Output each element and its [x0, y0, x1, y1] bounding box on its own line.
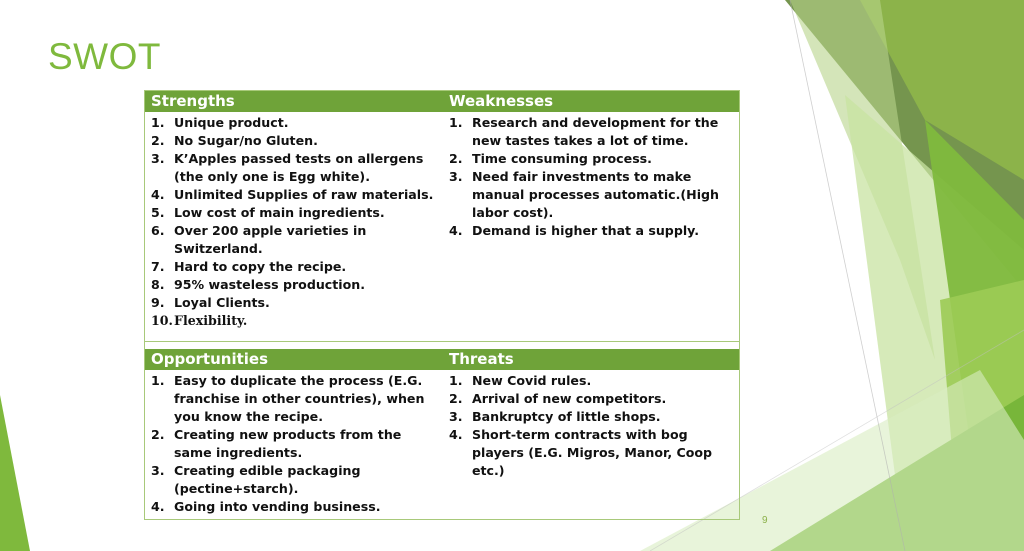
row-divider [145, 341, 739, 342]
list-item: 4. Unlimited Supplies of raw materials. [151, 187, 434, 202]
strengths-header: Strengths [145, 91, 443, 112]
list-item: 1. Research and development for the new tastes takes a lot of time. [449, 115, 719, 148]
weaknesses-list [443, 114, 739, 240]
threats-header: Threats [443, 349, 739, 370]
list-item: 3. Bankruptcy of little shops. [449, 409, 661, 424]
page-number: 9 [762, 515, 768, 526]
opportunities-cell [145, 372, 443, 518]
list-item: 3. K’Apples passed tests on allergens (the only one is Egg white). [151, 151, 424, 184]
list-item: 7. Hard to copy the recipe. [151, 259, 347, 274]
weaknesses-header: Weaknesses [443, 91, 739, 112]
strengths-cell [145, 114, 443, 338]
opportunities-list [145, 372, 443, 516]
threats-cell [443, 372, 739, 518]
list-item: 6. Over 200 apple varieties in Switzerland. [151, 223, 367, 256]
weaknesses-cell [443, 114, 739, 338]
list-item: 4. Going into vending business. [151, 499, 381, 514]
list-item: 10. Flexibility. [151, 313, 248, 328]
strengths-list [145, 114, 443, 330]
list-item: 4. Short-term contracts with bog players (E.G. Migros, Manor, Coop etc.) [449, 427, 713, 478]
list-item: 2. No Sugar/no Gluten. [151, 133, 318, 148]
opportunities-header: Opportunities [145, 349, 443, 370]
list-item: 2. Arrival of new competitors. [449, 391, 667, 406]
list-item: 3. Need fair investments to make manual processes automatic.(High labor cost). [449, 169, 719, 220]
list-item: 1. Easy to duplicate the process (E.G. franchise in other countries), when you know the recipe. [151, 373, 425, 424]
list-item: 1. Unique product. [151, 115, 289, 130]
list-item: 2. Creating new products from the same ingredients. [151, 427, 402, 460]
list-item: 8. 95% wasteless production. [151, 277, 366, 292]
list-item: 2. Time consuming process. [449, 151, 652, 166]
list-item: 4. Demand is higher that a supply. [449, 223, 699, 238]
list-item: 1. New Covid rules. [449, 373, 592, 388]
list-item: 9. Loyal Clients. [151, 295, 270, 310]
slide-title: SWOT [48, 36, 161, 77]
list-item: 3. Creating edible packaging (pectine+starch). [151, 463, 361, 496]
swot-table [144, 90, 740, 520]
list-item: 5. Low cost of main ingredients. [151, 205, 385, 220]
threats-list [443, 372, 739, 480]
